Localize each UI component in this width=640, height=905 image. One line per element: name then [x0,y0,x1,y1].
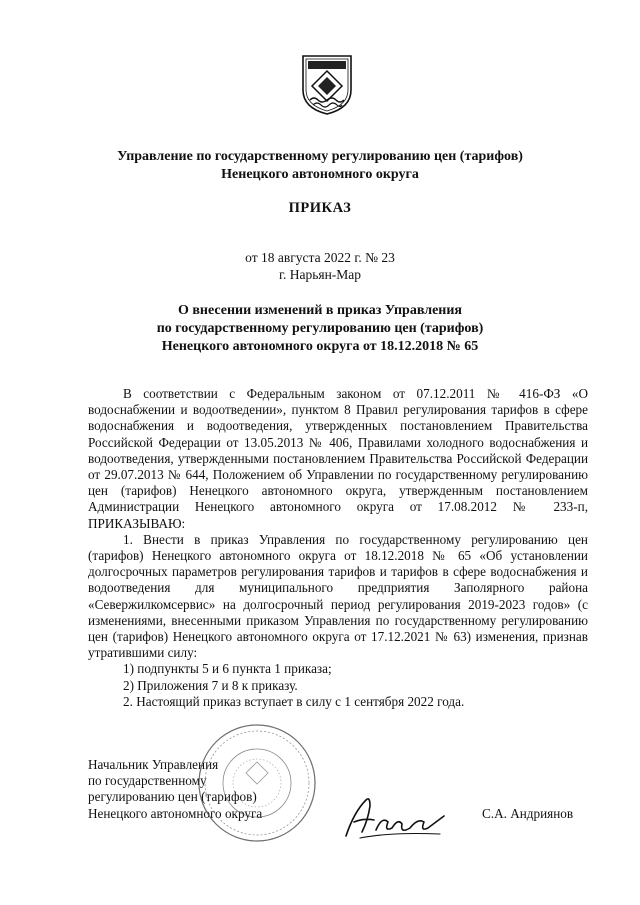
signatory-title-line: по государственному [88,773,207,789]
organization-name: Управление по государственному регулированию цен (тарифов) [117,149,523,164]
point-2-paragraph: 2. Настоящий приказ вступает в силу с 1 сентября 2022 года. [123,693,465,709]
nao-coat-of-arms-icon [300,50,354,116]
subpoint-2: 2) Приложения 7 и 8 к приказу. [123,677,298,693]
official-seal-icon [196,722,318,844]
point-1-paragraph: 1. Внести в приказ Управления по государственному регулированию цен (тарифов) Ненецкого автономного округа от 18.12.2018 № 65 «Об установлении долгосрочных параметров регулирования тарифов и тарифов в сфере водоснабжения и водоотведения для муниципального предприятия Заполярного района «Севержилкомсервис» на долгосрочный период регулирования 2019-2023 годов» (с изменениями, внесенными приказом Управления по государственному регулированию цен (тарифов) Ненецкого автономного округа от 17.12.2021 № 63) изменения, признав утратившими силу: [88,531,588,661]
organization-region: Ненецкого автономного округа [221,167,419,182]
signatory-title-line: регулированию цен (тарифов) [88,789,257,805]
document-body [88,386,588,710]
subject-line-2: по государственному регулированию цен (тарифов) [156,321,484,336]
document-title: ПРИКАЗ [288,200,352,216]
subject-line-1: О внесении изменений в приказ Управления [177,303,462,318]
order-date-number: от 18 августа 2022 г. № 23 [245,250,395,265]
subject-line-3: Ненецкого автономного округа от 18.12.2018 № 65 [161,339,479,354]
handwritten-signature-icon [340,792,450,842]
preamble-paragraph: В соответствии с Федеральным законом от 07.12.2011 № 416-ФЗ «О водоснабжении и водоотведении», пунктом 8 Правил регулирования тарифов в сфере водоснабжения и водоотведения, утвержденных постановлением Правительства Российской Федерации от 13.05.2013 № 406, Правилами холодного водоснабжения и водоотведения, утвержденными постановлением Правительства Российской Федерации от 29.07.2013 № 644, Положением об Управлении по государственному регулированию цен (тарифов) Ненецкого автономного округа, утвержденным постановлением Администрации Ненецкого автономного округа от 17.08.2012 № 233-п, ПРИКАЗЫВАЮ: [88,386,588,531]
subpoint-1: 1) подпункты 5 и 6 пункта 1 приказа; [123,661,332,677]
signer-name: С.А. Андриянов [482,806,574,821]
signatory-title-line: Ненецкого автономного округа [88,805,263,821]
signatory-title-line: Начальник Управления [88,757,219,772]
order-city: г. Нарьян-Мар [278,267,362,282]
